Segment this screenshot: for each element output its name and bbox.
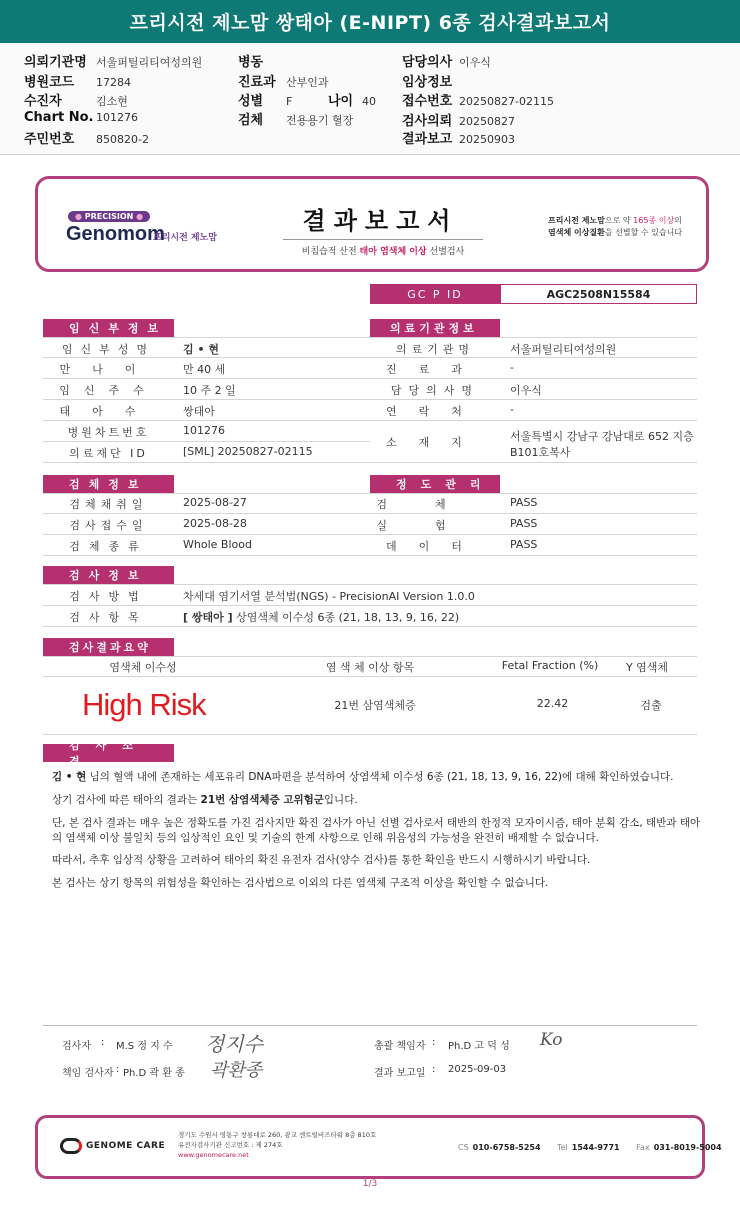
divider [43, 534, 697, 535]
institution-name-value: 서울퍼틸리티여성의원 [510, 343, 617, 356]
patient-info-panel [0, 43, 740, 155]
tagline-3: 을 선별할 수 있습니다 [604, 228, 683, 237]
hospital-code-row [24, 71, 131, 90]
address-label: 소재지 [386, 436, 484, 449]
colon: : [432, 1037, 436, 1048]
tagline-1: 으로 약 [604, 216, 634, 225]
divider [43, 399, 697, 400]
gest-week-label: 임신주수 [59, 384, 158, 397]
qc-specimen-label: 검체 [376, 498, 494, 511]
report-document [0, 160, 740, 1208]
receive-date-label: 검사접수일 [69, 519, 148, 532]
footer-addr-2: 유전자검사기관 신고번호 : 제 274호 [178, 1141, 283, 1149]
request-date-label: 검사의뢰 [402, 114, 453, 129]
foundation-id-value: [SML] 20250827-02115 [183, 445, 313, 458]
divider [43, 555, 697, 556]
colon: : [116, 1064, 120, 1075]
banner-tagline [548, 215, 698, 239]
clinical-label: 임상정보 [402, 75, 453, 90]
hospital-chart-label: 병원차트번호 [67, 426, 150, 439]
summary-y-value: 검출 [640, 699, 662, 712]
doctor-value: 이우식 [459, 56, 491, 69]
divider [43, 626, 697, 627]
specimen-row [238, 109, 353, 128]
chief-label: 총괄 책임자 [374, 1041, 426, 1052]
sex-row [238, 90, 376, 109]
footer-contacts [458, 1143, 736, 1152]
opinion-p2-bold: 21번 삼염색체증 고위험군 [200, 794, 324, 806]
report-date-value: 20250903 [459, 133, 515, 146]
opinion-name: 김 • 현 [52, 771, 87, 783]
summary-head: 검사결과요약 [43, 638, 174, 656]
fetus-count-label: 태아수 [59, 405, 158, 418]
clinical-row [402, 71, 459, 90]
items-value [183, 609, 459, 625]
method-value: 차세대 염기서열 분석법(NGS) - PrecisionAI Version 1.0.0 [183, 590, 475, 603]
summary-col-item: 염 색 체 이상 항목 [325, 661, 415, 674]
address-value-2: B101호복사 [510, 446, 571, 459]
summary-col-aneuploidy: 염색체 이수성 [109, 661, 177, 674]
subtitle-post: 선별검사 [426, 247, 465, 257]
mother-age-value: 만 40 세 [183, 363, 226, 376]
report-date-label: 결과보고 [402, 132, 453, 147]
specimen-label: 검체 [238, 113, 264, 128]
tagline-disease: 염색체 이상질환 [548, 228, 605, 237]
divider [43, 378, 697, 379]
qc-experiment-label: 실험 [376, 519, 494, 532]
institution-dept-value: - [510, 361, 514, 374]
method-label: 검사방법 [69, 590, 148, 603]
sex-label: 성별 [238, 94, 264, 109]
items-label: 검사항목 [69, 611, 148, 624]
rrn-row [24, 128, 149, 147]
genome-care-name: GENOME CARE [86, 1141, 166, 1151]
divider [43, 357, 697, 358]
divider [43, 1025, 697, 1026]
gcpid-label: GC P ID [370, 284, 500, 304]
collect-date-label: 검체채취일 [69, 498, 148, 511]
gcpid-value: AGC2508N15584 [500, 284, 697, 304]
subtitle-pre: 비침습적 산전 [301, 247, 360, 257]
report-title: 프리시전 제노맘 쌍태아 (E-NIPT) 6종 검사결과보고서 [0, 0, 740, 43]
divider [43, 493, 697, 494]
divider [43, 734, 697, 735]
banner-title: 결과보고서 [302, 207, 459, 235]
genomom-logo: Genomom [66, 223, 165, 245]
fax-label: Fax [636, 1143, 650, 1152]
opinion-p3: 단, 본 검사 결과는 매우 높은 정확도를 가진 검사지만 확진 검사가 아닌 선별 검사로서 태반의 한정적 모자이시즘, 태아 분획 감소, 태반과 태아의 염색체 이상 불일치 등의 임상적인 요인 및 기술의 한계 사항으로 인해 위음성의 가능성을 완전히 배제할 수 없습니다. [52, 817, 701, 844]
qc-data-label: 데이터 [386, 540, 484, 553]
qc-specimen-value: PASS [510, 496, 538, 509]
divider [43, 656, 697, 657]
divider [43, 420, 697, 421]
fetus-count-value: 쌍태아 [183, 405, 215, 418]
opinion-p2 [52, 793, 702, 808]
dept-label: 진료과 [238, 75, 276, 90]
opinion-p2-pre: 상기 검사에 따른 태아의 결과는 [52, 794, 201, 806]
items-text: 상염색체 이수성 6종 (21, 18, 13, 9, 16, 22) [232, 611, 460, 624]
receipt-row [402, 90, 554, 109]
ward-row [238, 51, 286, 70]
divider [43, 337, 697, 338]
summary-ff-value: 22.42 [536, 697, 569, 710]
dept-row [238, 71, 329, 90]
contact-label: 연락처 [386, 405, 484, 418]
summary-col-y: Y 염색체 [625, 661, 669, 674]
age-label: 나이 [328, 94, 354, 109]
divider [43, 462, 697, 463]
facility-label: 의뢰기관명 [24, 55, 87, 70]
fax-number: 031-8019-5004 [653, 1143, 722, 1152]
collect-date-value: 2025-08-27 [183, 496, 247, 509]
sex-value: F [286, 95, 293, 108]
hospital-chart-value: 101276 [183, 424, 225, 437]
result-date-value: 2025-09-03 [448, 1064, 507, 1075]
footer-website: www.genomecare.net [178, 1151, 249, 1159]
dept-value: 산부인과 [286, 76, 329, 89]
request-date-value: 20250827 [459, 115, 515, 128]
rrn-value: 850820-2 [96, 133, 149, 146]
mother-age-label: 만나이 [59, 363, 158, 376]
mother-info-head: 임신부정보 [43, 319, 174, 337]
mother-name-label: 임신부성명 [61, 343, 156, 356]
tel-label: Tel [557, 1143, 568, 1152]
examinee-row [24, 90, 128, 109]
report-footer [35, 1115, 722, 1179]
examinee-value: 김소현 [96, 95, 128, 108]
receive-date-value: 2025-08-28 [183, 517, 247, 530]
divider [43, 605, 697, 606]
address-value: 서울특별시 강남구 강남대로 652 지층 [510, 430, 694, 443]
chief-signature: Ko [540, 1030, 563, 1050]
genomom-logo-sub: 프리시전 제노맘 [153, 233, 217, 243]
facility-row [24, 51, 202, 70]
mother-name-value: 김 • 현 [183, 343, 219, 356]
items-bold: [ 쌍태아 ] [183, 611, 233, 624]
qc-data-value: PASS [510, 538, 538, 551]
qc-head: 정도관리 [370, 475, 500, 493]
chief-name: Ph.D 고 덕 성 [448, 1041, 510, 1052]
specimen-type-label: 검체종류 [69, 540, 148, 553]
hospital-code-value: 17284 [96, 76, 131, 89]
specimen-type-value: Whole Blood [183, 538, 252, 551]
age-value: 40 [362, 95, 376, 108]
opinion-head: 검사소견 [43, 744, 174, 762]
genome-care-logo [60, 1138, 165, 1154]
precision-dot-icon: ● [75, 212, 85, 221]
receipt-label: 접수번호 [402, 94, 453, 109]
institution-name-label: 의료기관명 [395, 343, 475, 356]
gest-week-value: 10 주 2 일 [183, 384, 236, 397]
banner-subtitle [283, 239, 483, 257]
risk-result: High Risk [82, 687, 206, 722]
ward-label: 병동 [238, 55, 264, 70]
tagline-2: 의 [674, 216, 682, 225]
opinion-p5: 본 검사는 상기 항목의 위험성을 확인하는 검사법으로 이외의 다른 염색체 구조적 이상을 확인할 수 없습니다. [52, 877, 549, 889]
chart-no-row [24, 110, 138, 125]
hospital-code-label: 병원코드 [24, 75, 75, 90]
foundation-id-label: 의료재단 ID [69, 447, 148, 460]
divider [43, 584, 697, 585]
genome-care-icon [60, 1138, 82, 1154]
result-date-label: 결과 보고일 [374, 1068, 426, 1079]
doctor-label: 담당의사 [402, 55, 453, 70]
report-banner [35, 176, 709, 272]
opinion-p1 [52, 770, 702, 785]
colon: : [432, 1064, 436, 1075]
qc-experiment-value: PASS [510, 517, 538, 530]
specimen-value: 전용용기 혈장 [286, 114, 354, 127]
page-number: 1/3 [362, 1179, 378, 1189]
resp-name: Ph.D 곽 환 종 [123, 1068, 185, 1079]
institution-dept-label: 진료과 [386, 363, 484, 376]
colon: : [101, 1037, 105, 1048]
opinion-p4: 따라서, 추후 임상적 상황을 고려하여 태아의 확진 유전자 검사(양수 검사)를 통한 확인을 반드시 시행하시기 바랍니다. [52, 854, 591, 866]
precision-label: PRECISION [84, 212, 134, 221]
opinion-p2-post: 입니다. [323, 794, 358, 806]
divider [43, 513, 697, 514]
subtitle-highlight: 태아 염색체 이상 [359, 247, 427, 257]
footer-addr-1: 경기도 수원시 영통구 창룡대로 260, 광교 센트럴비즈타워 8층 810호 [178, 1131, 377, 1139]
test-info-head: 검사정보 [43, 566, 174, 584]
receipt-value: 20250827-02115 [459, 95, 554, 108]
doctor-row [402, 51, 491, 70]
resp-label: 책임 검사자 [62, 1068, 114, 1079]
request-date-row [402, 110, 515, 129]
summary-item-value: 21번 삼염색체증 [334, 699, 416, 712]
precision-badge: ● PRECISION ● [68, 211, 150, 222]
tester-label: 검사자 [62, 1041, 91, 1052]
doctor-name-label: 담당의사명 [390, 384, 480, 397]
tester-signature: 정지수 [205, 1032, 263, 1056]
doctor-name-value: 이우식 [510, 384, 542, 397]
tagline-brand: 프리시전 제노맘 [548, 216, 605, 225]
cs-number: 010-6758-5254 [472, 1143, 541, 1152]
examinee-label: 수진자 [24, 94, 62, 109]
tester-name: M.S 정 지 수 [116, 1041, 173, 1052]
chart-no-label: Chart No. [24, 110, 94, 125]
tel-number: 1544-9771 [571, 1143, 620, 1152]
divider [43, 676, 697, 677]
chart-no-value: 101276 [96, 111, 138, 124]
report-date-row [402, 128, 515, 147]
specimen-info-head: 검체정보 [43, 475, 174, 493]
opinion-p1-text: 님의 혈액 내에 존재하는 세포유리 DNA파편을 분석하여 상염색체 이수성 6종 (21, 18, 13, 9, 16, 22)에 대해 확인하였습니다. [86, 771, 674, 783]
tagline-count: 165종 이상 [633, 216, 675, 225]
contact-value: - [510, 403, 514, 416]
rrn-label: 주민번호 [24, 132, 75, 147]
footer-address [178, 1130, 376, 1160]
divider [43, 441, 370, 442]
resp-signature: 곽환종 [210, 1060, 263, 1081]
summary-col-ff: Fetal Fraction (%) [501, 659, 599, 672]
institution-info-head: 의료기관정보 [370, 319, 500, 337]
cs-label: CS [458, 1143, 469, 1152]
facility-value: 서울퍼틸리티여성의원 [96, 56, 203, 69]
